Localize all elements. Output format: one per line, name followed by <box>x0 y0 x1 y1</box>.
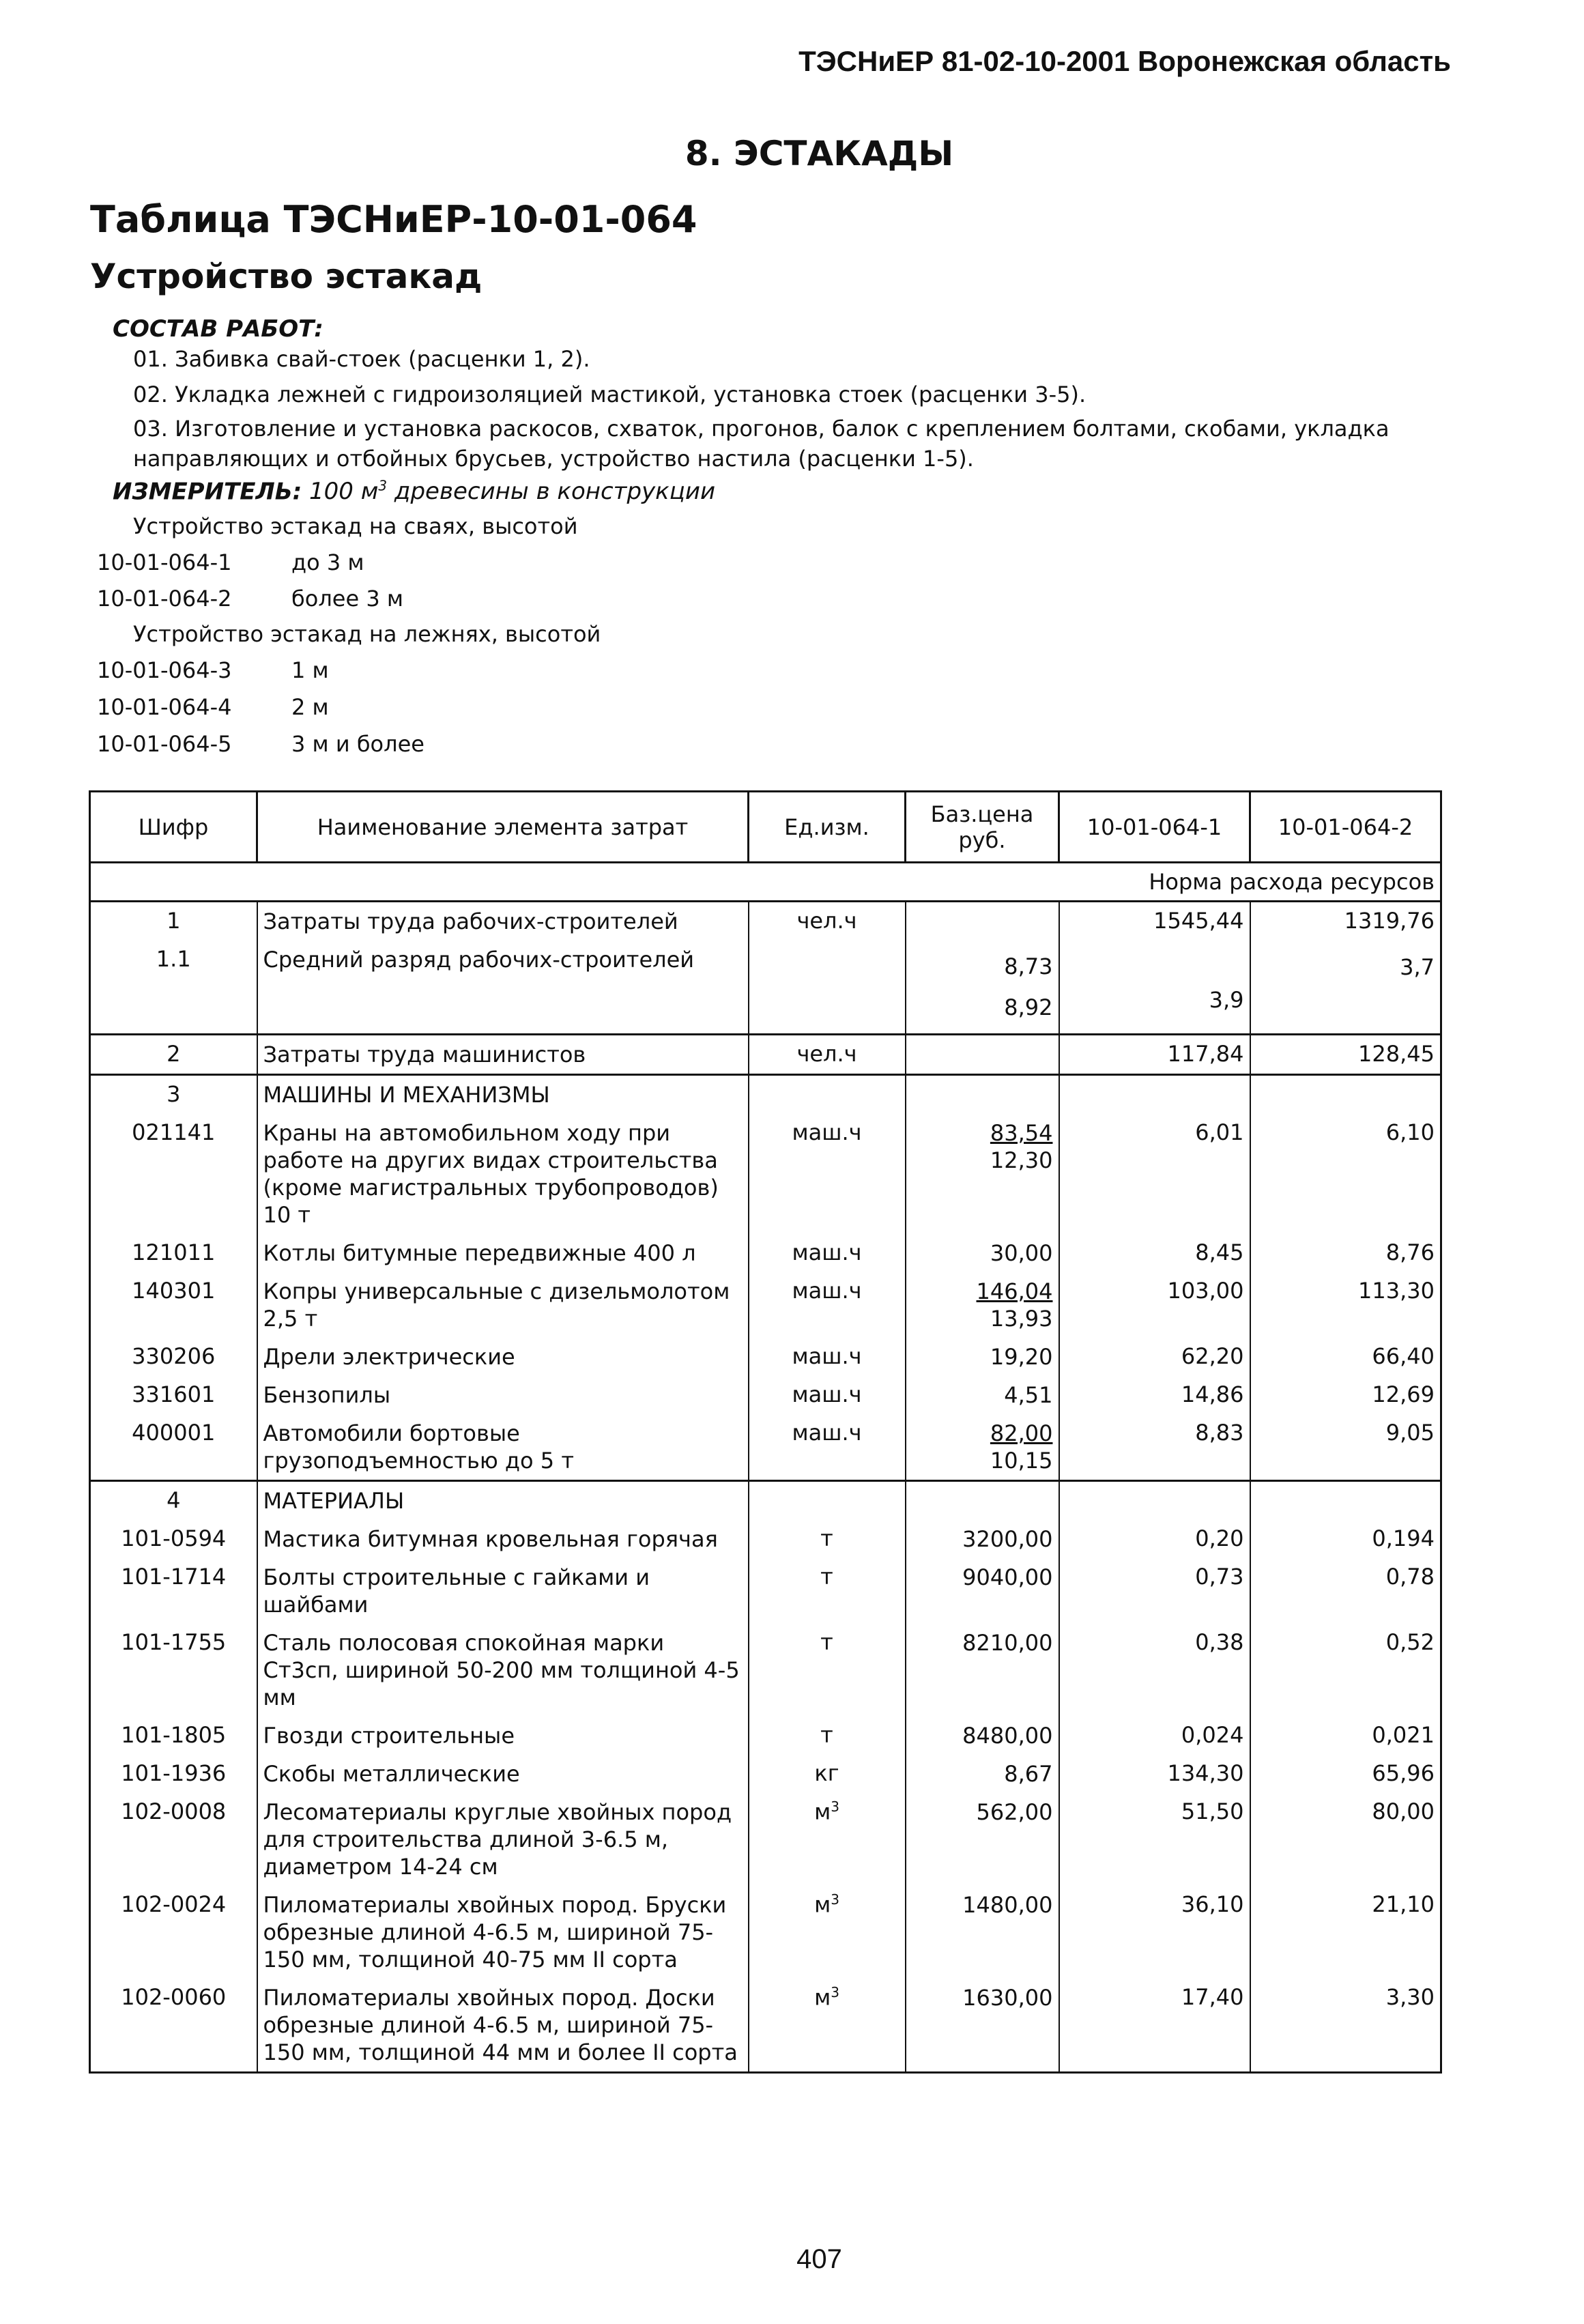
row-unit <box>749 941 906 1035</box>
measure-unit-label: ИЗМЕРИТЕЛЬ: <box>113 478 302 506</box>
row-price: 8480,00 <box>906 1717 1059 1755</box>
rate-code-line <box>97 657 329 683</box>
row-code: 121011 <box>90 1234 257 1272</box>
table-row <box>90 1035 1441 1075</box>
document-reference-header: ТЭСНиЕР 81-02-10-2001 Воронежская область <box>798 45 1451 77</box>
row-name: Средний разряд рабочих-строителей <box>257 941 749 1035</box>
row-value-1: 0,38 <box>1059 1624 1250 1717</box>
row-value-1: 117,84 <box>1059 1035 1250 1075</box>
row-price: 30,00 <box>906 1234 1059 1272</box>
row-value-2: 113,30 <box>1250 1272 1441 1338</box>
header-unit: Ед.изм. <box>749 792 906 863</box>
table-row <box>90 1558 1441 1624</box>
rate-code-line <box>97 731 424 757</box>
row-value-2: 12,69 <box>1250 1376 1441 1414</box>
table-row <box>90 1414 1441 1481</box>
row-price-value: 146,04 <box>976 1278 1053 1304</box>
row-value-2: 3,7 <box>1250 941 1441 1035</box>
row-price <box>906 941 1059 1035</box>
row-code: 102-0008 <box>90 1793 257 1886</box>
work-composition-label: СОСТАВ РАБОТ: <box>113 315 323 343</box>
row-value-1: 134,30 <box>1059 1755 1250 1793</box>
row-name: МАШИНЫ И МЕХАНИЗМЫ <box>257 1075 749 1115</box>
row-value-1: 14,86 <box>1059 1376 1250 1414</box>
table-section-row <box>90 1075 1441 1115</box>
row-unit: т <box>749 1717 906 1755</box>
table-header-row <box>90 792 1441 863</box>
table-row <box>90 1114 1441 1234</box>
row-value-2: 6,10 <box>1250 1114 1441 1234</box>
resource-table-container <box>89 790 1440 2074</box>
row-value-1: 103,00 <box>1059 1272 1250 1338</box>
row-code: 101-0594 <box>90 1520 257 1558</box>
work-item: 01. Забивка свай-стоек (расценки 1, 2). <box>133 346 590 372</box>
table-row <box>90 941 1441 1035</box>
section-title: 8. ЭСТАКАДЫ <box>685 134 954 173</box>
row-value-1: 0,73 <box>1059 1558 1250 1624</box>
rate-code: 10-01-064-4 <box>97 694 232 720</box>
row-price-value: 82,00 <box>990 1420 1053 1446</box>
row-unit: чел.ч <box>749 902 906 941</box>
group-heading: Устройство эстакад на лежнях, высотой <box>133 621 601 647</box>
rate-desc: до 3 м <box>291 549 364 575</box>
row-value-2: 0,78 <box>1250 1558 1441 1624</box>
row-name: Мастика битумная кровельная горячая <box>257 1520 749 1558</box>
row-name: Бензопилы <box>257 1376 749 1414</box>
row-value-2: 80,00 <box>1250 1793 1441 1886</box>
row-name: Скобы металлические <box>257 1755 749 1793</box>
row-code: 102-0060 <box>90 1979 257 2073</box>
row-value-1: 0,20 <box>1059 1520 1250 1558</box>
row-value-2: 66,40 <box>1250 1338 1441 1376</box>
row-code: 4 <box>90 1481 257 1521</box>
table-row <box>90 1376 1441 1414</box>
row-price-value: 12,30 <box>990 1147 1053 1173</box>
table-row <box>90 1234 1441 1272</box>
row-value-2: 128,45 <box>1250 1035 1441 1075</box>
row-name: Пиломатериалы хвойных пород. Бруски обрезные длиной 4-6.5 м, шириной 75-150 мм, толщиной 40-75 мм II сорта <box>257 1886 749 1979</box>
page-number: 407 <box>796 2244 842 2274</box>
row-value-2: 0,194 <box>1250 1520 1441 1558</box>
header-price: Баз.цена руб. <box>906 792 1059 863</box>
row-unit: $м^3$ <box>749 1793 906 1886</box>
row-unit: маш.ч <box>749 1414 906 1481</box>
row-code: 101-1805 <box>90 1717 257 1755</box>
rate-code-line <box>97 586 403 612</box>
row-code: 330206 <box>90 1338 257 1376</box>
row-name: МАТЕРИАЛЫ <box>257 1481 749 1521</box>
row-unit: $м^3$ <box>749 1979 906 2073</box>
row-unit: маш.ч <box>749 1114 906 1234</box>
row-name: Котлы битумные передвижные 400 л <box>257 1234 749 1272</box>
row-price <box>906 1272 1059 1338</box>
row-code: 400001 <box>90 1414 257 1481</box>
row-code: 1 <box>90 902 257 941</box>
rate-desc: 3 м и более <box>291 731 424 757</box>
table-row <box>90 902 1441 941</box>
row-price: 8210,00 <box>906 1624 1059 1717</box>
header-rate-1: 10-01-064-1 <box>1059 792 1250 863</box>
row-price: 4,51 <box>906 1376 1059 1414</box>
norm-label: Норма расхода ресурсов <box>90 863 1441 902</box>
row-value-1: 6,01 <box>1059 1114 1250 1234</box>
row-price-value: 13,93 <box>990 1306 1053 1332</box>
table-row <box>90 1338 1441 1376</box>
row-unit: маш.ч <box>749 1234 906 1272</box>
row-price: 1480,00 <box>906 1886 1059 1979</box>
table-title: Таблица ТЭСНиЕР-10-01-064 <box>90 198 697 241</box>
row-price: 8,67 <box>906 1755 1059 1793</box>
resource-table <box>89 790 1442 2074</box>
row-code: 101-1755 <box>90 1624 257 1717</box>
row-code: 2 <box>90 1035 257 1075</box>
table-section-row <box>90 1481 1441 1521</box>
rate-code: 10-01-064-2 <box>97 586 232 612</box>
rate-code-line <box>97 694 329 720</box>
row-value-1: 17,40 <box>1059 1979 1250 2073</box>
row-price: 9040,00 <box>906 1558 1059 1624</box>
row-value-2: 9,05 <box>1250 1414 1441 1481</box>
table-row <box>90 1624 1441 1717</box>
table-row <box>90 1886 1441 1979</box>
table-row <box>90 1272 1441 1338</box>
header-rate-2: 10-01-064-2 <box>1250 792 1441 863</box>
rate-desc: 2 м <box>291 694 329 720</box>
row-value-1: 8,83 <box>1059 1414 1250 1481</box>
measure-unit-value: 100 $м^3$ древесины в конструкции <box>309 478 716 506</box>
row-code: 102-0024 <box>90 1886 257 1979</box>
row-value-2: 21,10 <box>1250 1886 1441 1979</box>
row-value-2: 3,30 <box>1250 1979 1441 2073</box>
table-row <box>90 1793 1441 1886</box>
rate-code: 10-01-064-1 <box>97 549 232 575</box>
row-unit: чел.ч <box>749 1035 906 1075</box>
work-item: 02. Укладка лежней с гидроизоляцией мастикой, установка стоек (расценки 3-5). <box>133 382 1086 407</box>
row-name: Гвозди строительные <box>257 1717 749 1755</box>
row-value-1: 0,024 <box>1059 1717 1250 1755</box>
row-value-1: 51,50 <box>1059 1793 1250 1886</box>
table-subtitle: Устройство эстакад <box>90 257 483 296</box>
row-price: 3200,00 <box>906 1520 1059 1558</box>
row-unit: маш.ч <box>749 1338 906 1376</box>
row-value-1: 1545,44 <box>1059 902 1250 941</box>
table-row <box>90 1979 1441 2073</box>
row-price-value: 8,92 <box>1004 994 1053 1020</box>
row-price: 562,00 <box>906 1793 1059 1886</box>
row-name: Затраты труда машинистов <box>257 1035 749 1075</box>
table-row <box>90 1717 1441 1755</box>
row-name: Дрели электрические <box>257 1338 749 1376</box>
row-unit: т <box>749 1624 906 1717</box>
norm-label-row <box>90 863 1441 902</box>
row-unit: т <box>749 1558 906 1624</box>
rate-code: 10-01-064-3 <box>97 657 232 683</box>
row-name: Затраты труда рабочих-строителей <box>257 902 749 941</box>
row-price: 1630,00 <box>906 1979 1059 2073</box>
row-code: 3 <box>90 1075 257 1115</box>
table-row <box>90 1755 1441 1793</box>
row-price-value: 8,73 <box>1004 953 1053 979</box>
row-name: Автомобили бортовые грузоподъемностью до 5 т <box>257 1414 749 1481</box>
row-value-1: 62,20 <box>1059 1338 1250 1376</box>
row-value-2: 0,021 <box>1250 1717 1441 1755</box>
table-row <box>90 1520 1441 1558</box>
row-name: Сталь полосовая спокойная марки Ст3сп, шириной 50-200 мм толщиной 4-5 мм <box>257 1624 749 1717</box>
row-name: Лесоматериалы круглые хвойных пород для строительства длиной 3-6.5 м, диаметром 14-24 см <box>257 1793 749 1886</box>
row-value-2: 0,52 <box>1250 1624 1441 1717</box>
row-unit: т <box>749 1520 906 1558</box>
row-name: Краны на автомобильном ходу при работе на других видах строительства (кроме магистральных трубопроводов) 10 т <box>257 1114 749 1234</box>
group-heading: Устройство эстакад на сваях, высотой <box>133 513 578 539</box>
work-item: 03. Изготовление и установка раскосов, схваток, прогонов, балок с креплением болтами, скобами, укладка направляющих и отбойных брусьев, устройство настила (расценки 1-5). <box>133 416 1389 472</box>
row-unit: $м^3$ <box>749 1886 906 1979</box>
measure-unit <box>113 478 715 505</box>
row-code: 1.1 <box>90 941 257 1035</box>
row-price <box>906 1414 1059 1481</box>
row-value-2: 65,96 <box>1250 1755 1441 1793</box>
row-unit: маш.ч <box>749 1272 906 1338</box>
row-value-2: 1319,76 <box>1250 902 1441 941</box>
row-price <box>906 1114 1059 1234</box>
row-value-1: 8,45 <box>1059 1234 1250 1272</box>
rate-desc: 1 м <box>291 657 329 683</box>
row-name: Болты строительные с гайками и шайбами <box>257 1558 749 1624</box>
row-code: 101-1714 <box>90 1558 257 1624</box>
rate-code-line <box>97 549 364 575</box>
row-unit: маш.ч <box>749 1376 906 1414</box>
row-code: 101-1936 <box>90 1755 257 1793</box>
row-price-value: 83,54 <box>990 1120 1053 1146</box>
row-unit: кг <box>749 1755 906 1793</box>
row-value-1: 3,9 <box>1059 941 1250 1035</box>
row-value-2: 8,76 <box>1250 1234 1441 1272</box>
row-code: 140301 <box>90 1272 257 1338</box>
row-code: 331601 <box>90 1376 257 1414</box>
row-price <box>906 1035 1059 1075</box>
row-price: 19,20 <box>906 1338 1059 1376</box>
row-value-1: 36,10 <box>1059 1886 1250 1979</box>
row-price <box>906 902 1059 941</box>
header-code: Шифр <box>90 792 257 863</box>
rate-code: 10-01-064-5 <box>97 731 232 757</box>
row-name: Пиломатериалы хвойных пород. Доски обрезные длиной 4-6.5 м, шириной 75-150 мм, толщиной 44 мм и более II сорта <box>257 1979 749 2073</box>
header-name: Наименование элемента затрат <box>257 792 749 863</box>
rate-desc: более 3 м <box>291 586 403 612</box>
row-name: Копры универсальные с дизельмолотом 2,5 т <box>257 1272 749 1338</box>
row-code: 021141 <box>90 1114 257 1234</box>
row-price-value: 10,15 <box>990 1448 1053 1474</box>
